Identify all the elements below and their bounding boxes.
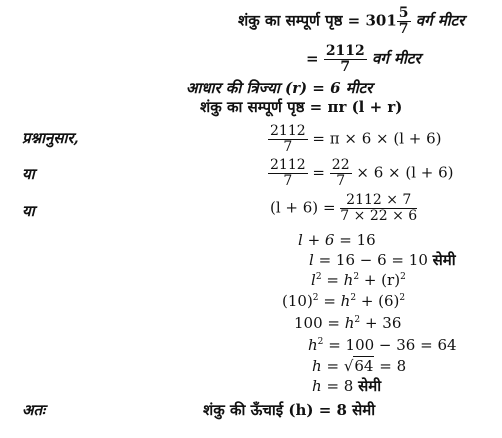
rhs: = 16 bbox=[339, 231, 376, 249]
line-2 bbox=[306, 44, 421, 75]
equals: = bbox=[312, 163, 325, 182]
unit: सेमी bbox=[432, 251, 456, 269]
rhs-2: + 36 bbox=[364, 314, 402, 332]
denominator: 7 bbox=[398, 21, 409, 37]
line-16 bbox=[203, 402, 375, 419]
line-5-label: प्रश्नानुसार, bbox=[22, 129, 79, 147]
rhs: = h bbox=[327, 314, 355, 332]
rhs: = 8 bbox=[326, 377, 354, 395]
lhs: 100 bbox=[294, 314, 323, 332]
fraction-2 bbox=[330, 158, 352, 189]
line-8 bbox=[298, 232, 376, 249]
rhs: = πr (l + r) bbox=[309, 98, 403, 116]
fraction bbox=[340, 193, 417, 224]
rhs: = h bbox=[323, 292, 351, 310]
lhs-sup: 2 bbox=[312, 293, 319, 303]
rhs-2-sup: 2 bbox=[399, 293, 406, 303]
numerator: 2112 bbox=[270, 123, 306, 139]
numerator: 5 bbox=[398, 5, 409, 21]
unit: वर्ग मीटर bbox=[415, 11, 465, 30]
lhs: (l + 6) bbox=[270, 198, 319, 217]
lhs: h bbox=[312, 377, 322, 395]
lhs: h bbox=[312, 357, 322, 375]
rhs: = 16 − 6 = 10 bbox=[318, 251, 428, 269]
lhs: l bbox=[311, 271, 316, 289]
sqrt-radicand: 64 bbox=[354, 357, 374, 375]
unit: वर्ग मीटर bbox=[372, 49, 421, 68]
fraction bbox=[324, 44, 367, 75]
line-13 bbox=[308, 337, 457, 354]
equals: = bbox=[306, 49, 319, 68]
fraction bbox=[397, 6, 411, 37]
line-7 bbox=[270, 193, 417, 224]
rhs-sup: 2 bbox=[353, 272, 360, 282]
fraction bbox=[268, 124, 308, 155]
numerator: 2112 bbox=[325, 43, 365, 59]
line-10 bbox=[311, 272, 406, 289]
rhs: × 6 × (l + 6) bbox=[356, 163, 454, 182]
lhs-sup: 2 bbox=[315, 272, 322, 282]
line-1 bbox=[238, 6, 464, 37]
lhs-sup: 2 bbox=[317, 337, 324, 347]
numerator: 2112 × 7 bbox=[340, 193, 417, 209]
rhs-2: + (6) bbox=[360, 292, 400, 310]
denominator-2: 7 bbox=[336, 173, 346, 189]
rhs-2: = 8 bbox=[379, 357, 407, 375]
unit: सेमी bbox=[358, 377, 382, 395]
rhs-sup: 2 bbox=[350, 293, 357, 303]
lhs: (10) bbox=[282, 292, 313, 310]
rhs: = h bbox=[326, 271, 354, 289]
rhs-2-sup: 2 bbox=[400, 272, 406, 282]
line-9 bbox=[309, 252, 456, 269]
line-14: h = √64 = 8 bbox=[312, 357, 407, 375]
line-7-label: या bbox=[22, 202, 35, 220]
denominator: 7 bbox=[283, 139, 293, 155]
equals-value: = 301 bbox=[347, 11, 397, 30]
rhs: = π × 6 × (l + 6) bbox=[312, 129, 442, 148]
line-16-label: अतः bbox=[22, 401, 46, 419]
lhs: शंकु का सम्पूर्ण पृष्ठ bbox=[238, 11, 343, 30]
line-3: आधार की त्रिज्या (r) = 6 मीटर bbox=[186, 79, 373, 97]
rhs: = bbox=[326, 357, 340, 375]
equals: = bbox=[322, 198, 336, 217]
line-6-label: या bbox=[22, 165, 35, 183]
rhs-sup: 2 bbox=[354, 315, 361, 325]
denominator: 7 × 22 × 6 bbox=[340, 208, 418, 224]
line-4 bbox=[200, 99, 402, 116]
line-12 bbox=[294, 315, 401, 332]
denominator: 7 bbox=[283, 173, 293, 189]
numerator-2: 22 bbox=[331, 157, 350, 173]
lhs: शंकु का सम्पूर्ण पृष्ठ bbox=[200, 98, 305, 116]
fraction bbox=[268, 158, 308, 189]
line-11 bbox=[282, 293, 405, 310]
denominator: 7 bbox=[340, 59, 351, 75]
line-15 bbox=[312, 378, 381, 395]
rhs: = 100 − 36 = 64 bbox=[328, 336, 457, 354]
rhs: = 8 सेमी bbox=[318, 401, 376, 419]
lhs: l + 6 bbox=[298, 231, 335, 249]
line-5 bbox=[268, 124, 442, 155]
lhs: l bbox=[309, 251, 314, 269]
numerator: 2112 bbox=[270, 157, 306, 173]
line-6 bbox=[268, 158, 454, 189]
rhs-2: + (r) bbox=[363, 271, 401, 289]
lhs: शंकु की ऊँचाई (h) bbox=[203, 401, 314, 419]
lhs: h bbox=[308, 336, 318, 354]
